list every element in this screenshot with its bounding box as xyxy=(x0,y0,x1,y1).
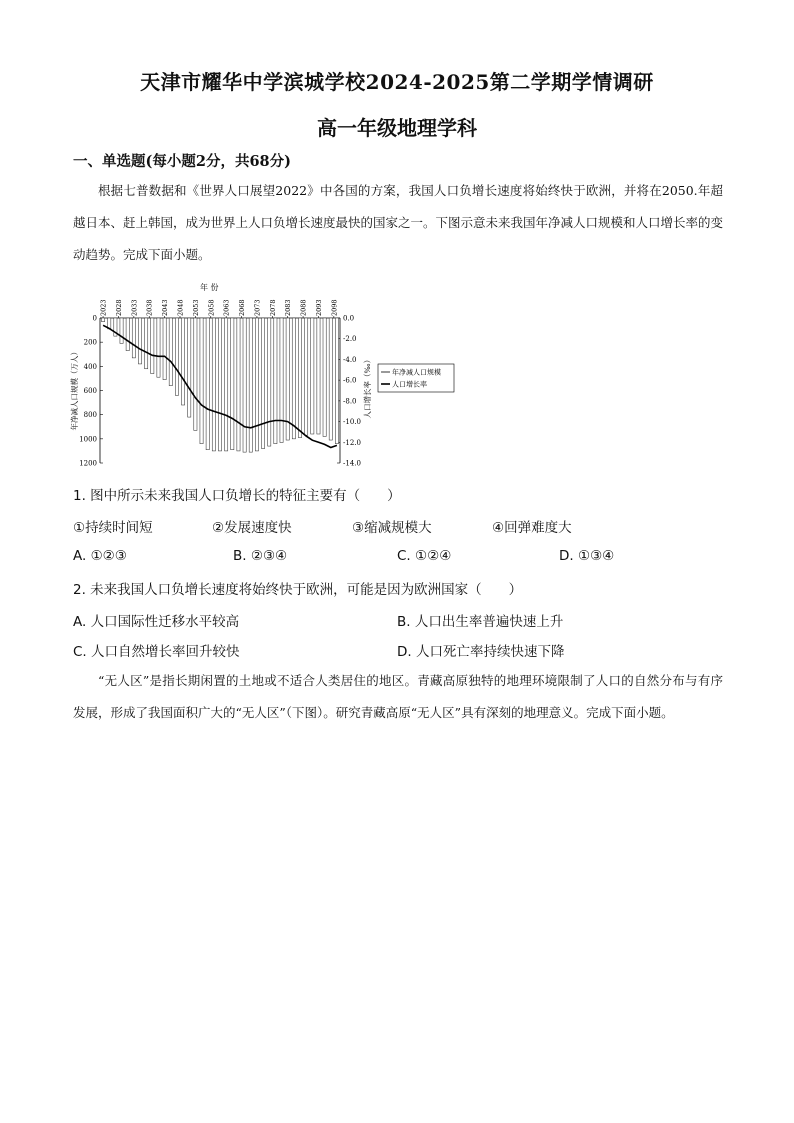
chart-bar xyxy=(218,318,221,451)
population-chart xyxy=(60,280,460,475)
chart-x-tick-label: 2068 xyxy=(238,299,247,316)
chart-bar xyxy=(138,318,141,364)
q2-option-b[interactable]: B. 人口出生率普遍快速上升 xyxy=(397,614,564,630)
passage-1: 根据七普数据和《世界人口展望2022》中各国的方案，我国人口负增长速度将始终快于欧洲，并将在2050.年超越日本、赶上韩国，成为世界上人口负增长速度最快的国家之一。下图示意未来我国年净减人口规模和人口增长率的变动趋势。完成下面小题。 xyxy=(73,183,724,262)
chart-bar xyxy=(181,318,184,405)
chart-bar xyxy=(231,318,234,450)
chart-bar xyxy=(120,318,123,343)
chart-bar xyxy=(274,318,277,444)
chart-left-tick-label: 400 xyxy=(83,362,97,371)
chart-left-axis-title: 年净减人口规模（万人） xyxy=(70,348,79,431)
chart-x-tick-label: 2093 xyxy=(314,299,323,316)
chart-bar xyxy=(101,318,104,322)
q2-option-c[interactable]: C. 人口自然增长率回升较快 xyxy=(73,644,240,660)
chart-left-tick-label: 800 xyxy=(83,411,97,420)
chart-bar xyxy=(317,318,320,434)
question-2-stem: 2. 未来我国人口负增长速度将始终快于欧洲，可能是因为欧洲国家（ ） xyxy=(73,582,523,598)
chart-legend-label: 年净减人口规模 xyxy=(392,368,441,377)
chart-x-title: 年 份 xyxy=(200,283,219,292)
chart-bar xyxy=(225,318,228,451)
chart-left-tick-label: 1200 xyxy=(79,459,97,468)
chart-bar xyxy=(200,318,203,444)
passage-2: “无人区”是指长期闲置的土地或不适合人类居住的地区。青藏高原独特的地理环境限制了人口的自然分布与有序发展，形成了我国面积广大的“无人区”（下图）。研究青藏高原“无人区”具有深刻的地理意义。完成下面小题。 xyxy=(73,673,723,720)
chart-x-tick-label: 2038 xyxy=(145,299,154,316)
chart-right-tick-label: -8.0 xyxy=(343,397,357,406)
chart-x-tick-label: 2028 xyxy=(114,299,123,316)
q1-option-a[interactable]: A. ①②③ xyxy=(73,548,127,564)
statement-1: ①持续时间短 xyxy=(73,520,153,536)
chart-right-tick-label: 0.0 xyxy=(343,314,355,323)
chart-x-tick-label: 2073 xyxy=(253,299,262,316)
statement-4: ④回弹难度大 xyxy=(492,520,572,536)
chart-left-tick-label: 0 xyxy=(92,314,97,323)
chart-bar xyxy=(243,318,246,452)
q1-option-d[interactable]: D. ①③④ xyxy=(559,548,615,564)
chart-right-tick-label: -10.0 xyxy=(343,418,361,427)
chart-x-tick-label: 2023 xyxy=(99,299,108,316)
q1-option-c[interactable]: C. ①②④ xyxy=(397,548,452,564)
chart-x-tick-label: 2033 xyxy=(130,299,139,316)
chart-bar xyxy=(305,318,308,435)
statement-2: ②发展速度快 xyxy=(212,520,292,536)
chart-bar xyxy=(335,318,338,444)
chart-bar xyxy=(194,318,197,430)
chart-bar xyxy=(188,318,191,417)
chart-right-tick-label: -14.0 xyxy=(343,459,361,468)
chart-bar xyxy=(261,318,264,449)
chart-x-tick-label: 2063 xyxy=(222,299,231,316)
chart-bar xyxy=(280,318,283,442)
chart-x-tick-label: 2043 xyxy=(161,299,170,316)
question-1-stem: 1. 图中所示未来我国人口负增长的特征主要有（ ） xyxy=(73,488,401,504)
chart-bar xyxy=(292,318,295,439)
chart-right-tick-label: -6.0 xyxy=(343,376,357,385)
page-subtitle: 高一年级地理学科 xyxy=(317,116,477,140)
chart-bar xyxy=(206,318,209,450)
chart-bar xyxy=(323,318,326,436)
chart-bar xyxy=(311,318,314,434)
chart-bar xyxy=(163,318,166,380)
chart-bar xyxy=(329,318,332,440)
statement-3: ③缩减规模大 xyxy=(352,520,432,536)
chart-x-tick-label: 2058 xyxy=(207,299,216,316)
chart-right-tick-label: -4.0 xyxy=(343,355,357,364)
chart-bar xyxy=(255,318,258,451)
chart-bar xyxy=(298,318,301,438)
chart-bar xyxy=(145,318,148,369)
chart-legend-label: 人口增长率 xyxy=(392,380,427,389)
chart-bar xyxy=(249,318,252,452)
chart-left-tick-label: 600 xyxy=(83,387,97,395)
q2-option-d[interactable]: D. 人口死亡率持续快速下降 xyxy=(397,644,565,660)
chart-x-tick-label: 2078 xyxy=(268,299,277,316)
chart-bar xyxy=(175,318,178,395)
q2-option-a[interactable]: A. 人口国际性迁移水平较高 xyxy=(73,614,240,630)
chart-left-tick-label: 200 xyxy=(83,338,97,347)
chart-x-tick-label: 2048 xyxy=(176,299,185,316)
chart-bar xyxy=(126,318,129,351)
chart-bar xyxy=(237,318,240,451)
chart-x-tick-label: 2098 xyxy=(330,299,339,316)
chart-right-tick-label: -12.0 xyxy=(343,438,361,447)
chart-x-tick-label: 2083 xyxy=(284,299,293,316)
chart-bar xyxy=(212,318,215,451)
chart-bar xyxy=(157,318,160,377)
chart-right-tick-label: -2.0 xyxy=(343,335,357,344)
chart-bar xyxy=(169,318,172,386)
page-title: 天津市耀华中学滨城学校2024-2025第二学期学情调研 xyxy=(140,70,654,94)
section-heading: 一、单选题(每小题2分，共68分) xyxy=(73,153,291,170)
chart-bar xyxy=(132,318,135,358)
chart-x-tick-label: 2053 xyxy=(191,299,200,316)
chart-left-tick-label: 1000 xyxy=(79,435,97,444)
chart-bar xyxy=(151,318,154,374)
q1-option-b[interactable]: B. ②③④ xyxy=(233,548,288,564)
chart-right-axis-title: 人口增长率（‰） xyxy=(363,355,372,419)
chart-bar xyxy=(268,318,271,446)
chart-x-tick-label: 2088 xyxy=(299,299,308,316)
